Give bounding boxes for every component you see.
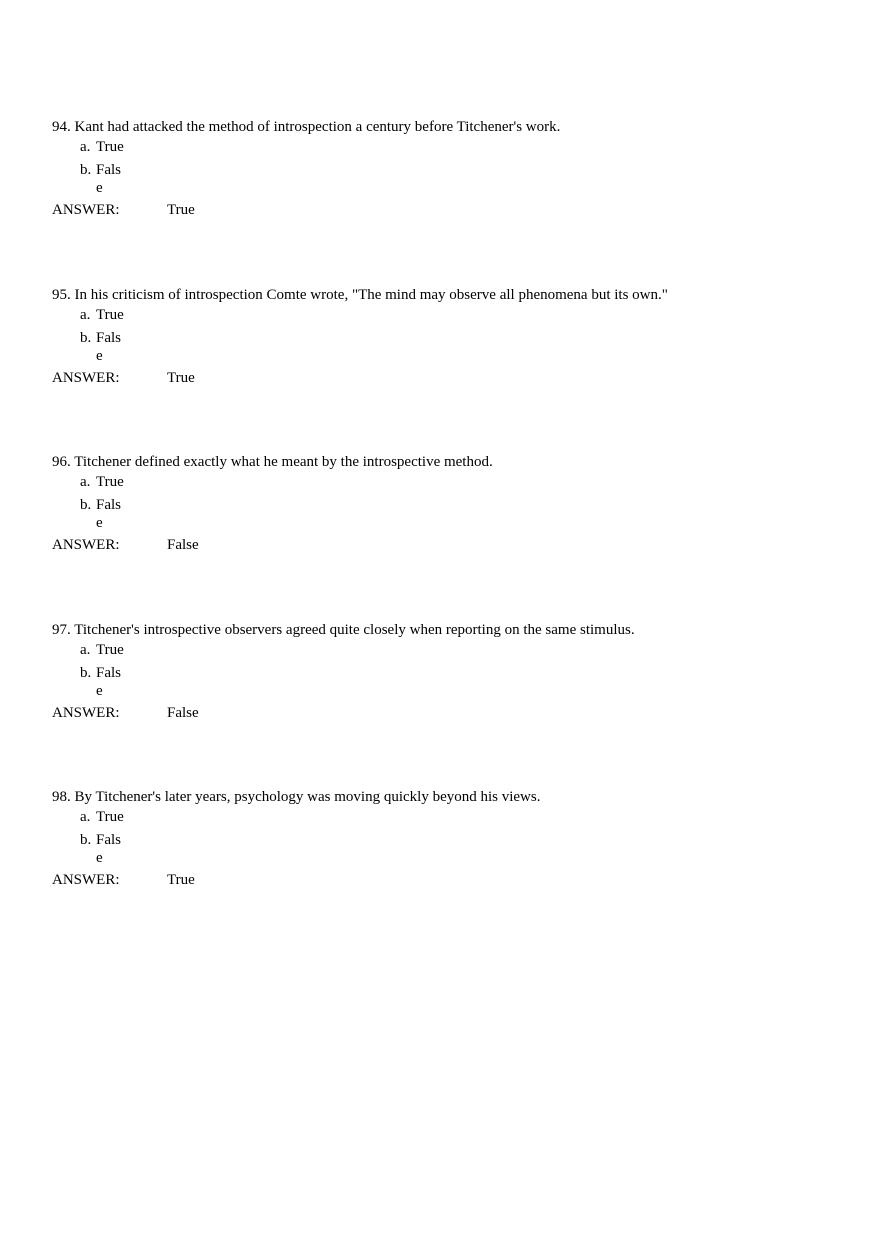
option-letter: b. (80, 162, 92, 178)
option-a[interactable] (80, 138, 124, 156)
option-label-wrap: e (96, 180, 103, 196)
option-b[interactable] (80, 831, 124, 867)
question-prompt: Kant had attacked the method of introspection a century before Titchener's work. (74, 119, 561, 135)
option-label: Fals (96, 665, 122, 681)
option-label: True (96, 139, 124, 155)
answer-value: False (167, 537, 199, 553)
option-label-wrap: e (96, 683, 103, 699)
option-label: Fals (96, 330, 122, 346)
question-number: 98. (52, 789, 71, 805)
option-a[interactable] (80, 306, 124, 324)
question-text (52, 788, 540, 806)
question-number: 95. (52, 287, 71, 303)
question-prompt: Titchener's introspective observers agreed quite closely when reporting on the same stimulus. (74, 622, 635, 638)
question-text (52, 453, 493, 471)
option-letter: a. (80, 809, 91, 825)
option-label-wrap: e (96, 348, 103, 364)
answer-label: ANSWER: (52, 202, 120, 218)
question-prompt: In his criticism of introspection Comte wrote, "The mind may observe all phenomena but its own." (74, 287, 668, 303)
answer-value: True (167, 202, 195, 218)
option-a[interactable] (80, 473, 124, 491)
question-text (52, 118, 560, 136)
question-94 (52, 118, 852, 228)
question-number: 94. (52, 119, 71, 135)
answer-value: False (167, 705, 199, 721)
option-letter: a. (80, 474, 91, 490)
answer-value: True (167, 370, 195, 386)
question-98 (52, 788, 852, 898)
option-letter: a. (80, 642, 91, 658)
answer-label: ANSWER: (52, 872, 120, 888)
option-label: True (96, 474, 124, 490)
option-label-wrap: e (96, 850, 103, 866)
option-letter: a. (80, 139, 91, 155)
option-label: True (96, 809, 124, 825)
question-number: 96. (52, 454, 71, 470)
question-prompt: By Titchener's later years, psychology was moving quickly beyond his views. (74, 789, 541, 805)
option-b[interactable] (80, 496, 124, 532)
option-b[interactable] (80, 664, 124, 700)
question-97 (52, 621, 852, 731)
question-text (52, 621, 635, 639)
question-95 (52, 286, 852, 396)
option-letter: b. (80, 665, 92, 681)
question-96 (52, 453, 852, 563)
answer-label: ANSWER: (52, 370, 120, 386)
option-label: Fals (96, 497, 122, 513)
option-letter: b. (80, 330, 92, 346)
option-label-wrap: e (96, 515, 103, 531)
answer-label: ANSWER: (52, 537, 120, 553)
option-label: Fals (96, 832, 122, 848)
option-b[interactable] (80, 161, 124, 197)
answer-label: ANSWER: (52, 705, 120, 721)
option-label: True (96, 307, 124, 323)
option-label: True (96, 642, 124, 658)
answer-value: True (167, 872, 195, 888)
question-number: 97. (52, 622, 71, 638)
option-label: Fals (96, 162, 122, 178)
option-letter: a. (80, 307, 91, 323)
option-a[interactable] (80, 808, 124, 826)
question-text (52, 286, 668, 304)
option-b[interactable] (80, 329, 124, 365)
option-letter: b. (80, 832, 92, 848)
question-prompt: Titchener defined exactly what he meant by the introspective method. (74, 454, 493, 470)
option-letter: b. (80, 497, 92, 513)
option-a[interactable] (80, 641, 124, 659)
